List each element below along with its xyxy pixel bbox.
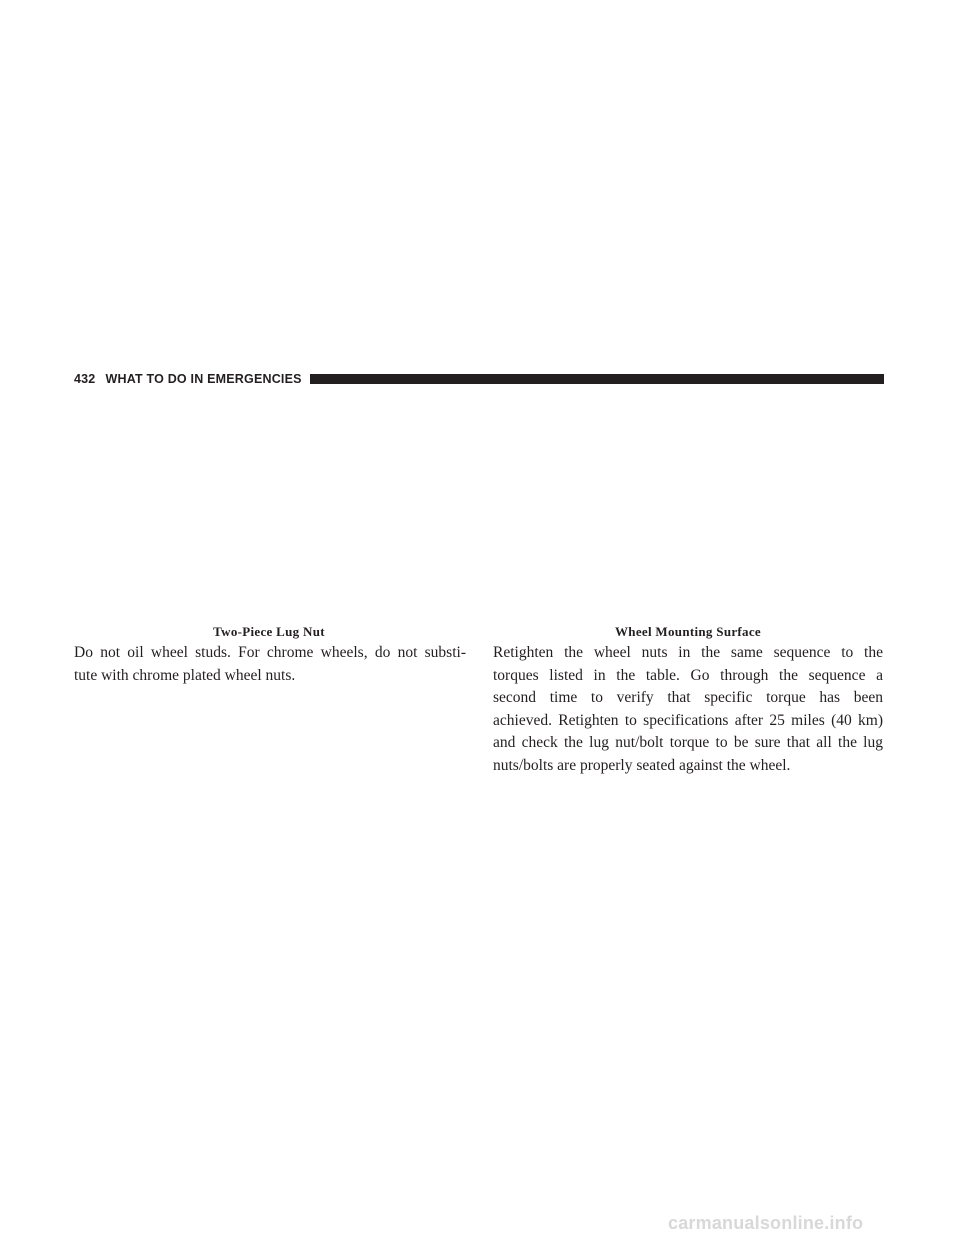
site-watermark: carmanualsonline.info <box>668 1213 864 1233</box>
paragraph-line: second time to verify that specific torque has been <box>493 689 883 706</box>
paragraph-line: achieved. Retighten to specifications after 25 miles (40 km) <box>493 711 883 729</box>
page-number: 432 <box>74 372 96 386</box>
page-header <box>74 372 884 386</box>
paragraph-line: tute with chrome plated wheel nuts. <box>74 666 296 684</box>
figure-caption-two-piece-lug-nut: Two-Piece Lug Nut <box>213 624 325 639</box>
paragraph-line: Do not oil wheel studs. For chrome wheels, do not substi- <box>74 644 466 661</box>
section-title: WHAT TO DO IN EMERGENCIES <box>105 372 302 386</box>
left-column-paragraph <box>74 642 466 687</box>
paragraph-line: and check the lug nut/bolt torque to be sure that all the lug <box>493 734 883 751</box>
figure-caption-wheel-mounting-surface: Wheel Mounting Surface <box>615 624 761 639</box>
paragraph-line: torques listed in the table. Go through the sequence a <box>493 666 883 684</box>
right-column-paragraph <box>493 642 883 777</box>
header-rule <box>310 374 884 384</box>
paragraph-line: Retighten the wheel nuts in the same sequence to the <box>493 644 883 661</box>
paragraph-line: nuts/bolts are properly seated against the wheel. <box>493 756 791 774</box>
